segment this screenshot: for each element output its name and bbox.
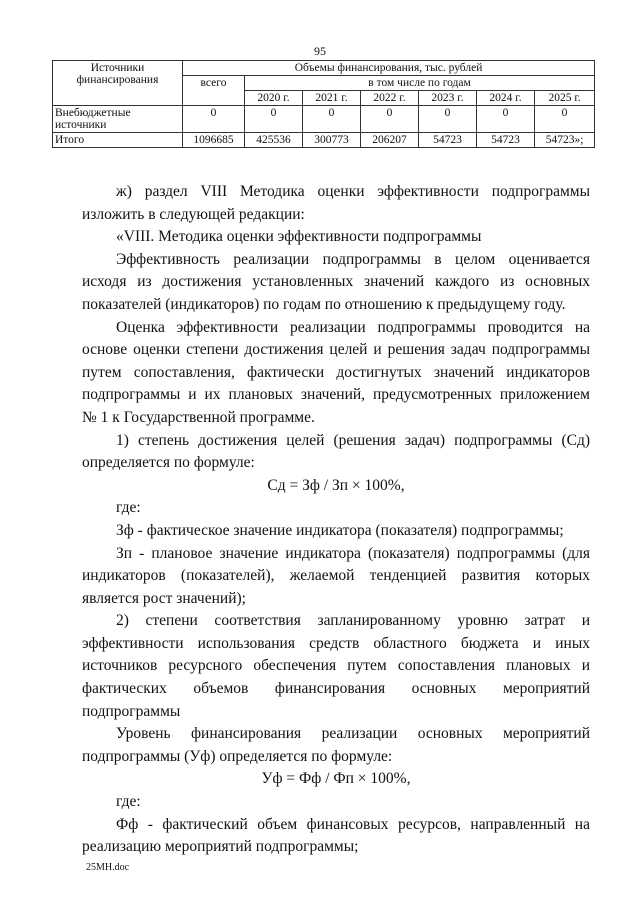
cell-value: 0 [477, 106, 535, 133]
cell-value: 300773 [303, 133, 361, 148]
year-header: 2024 г. [477, 91, 535, 106]
body-line: Фф - фактический объем финансовых ресурсов, направленный на [116, 815, 590, 833]
body-line: Оценка эффективности реализации подпрограммы проводится на [116, 318, 590, 336]
body-line: Уровень финансирования реализации основных мероприятий [116, 725, 590, 743]
body-line: является рост значений); [82, 589, 246, 607]
body-line: ж) раздел VIII Методика оценки эффективности подпрограммы [116, 183, 590, 200]
row-label: Итого [53, 133, 183, 148]
body-line: основе оценки степени достижения целей и решения задач подпрограммы [82, 341, 590, 359]
body-line: 2) степени соответствия запланированному уровню затрат и [116, 612, 590, 630]
cell-value: 0 [535, 106, 595, 133]
body-line: фактических объемов финансирования основных мероприятий [82, 680, 590, 698]
body-line: подпрограммы и их плановых значений, предусмотренных приложением [82, 386, 590, 404]
body-line: где: [116, 793, 141, 811]
body-line: Зф - фактическое значение индикатора (показателя) подпрограммы; [116, 521, 564, 539]
body-line: 1) степень достижения целей (решения задач) подпрограммы (Сд) [116, 431, 590, 449]
body-line: реализацию мероприятий подпрограммы; [82, 838, 359, 856]
year-header: 2020 г. [245, 91, 303, 106]
row-label: Внебюджетные источники [53, 106, 183, 133]
year-header: 2022 г. [361, 91, 419, 106]
formula: Уф = Фф / Фп × 100%, [261, 770, 411, 788]
body-line: путем сопоставления, фактически достигнутых значений индикаторов [82, 363, 590, 381]
funding-table [52, 60, 595, 148]
cell-total: 1096685 [183, 133, 245, 148]
year-header: 2025 г. [535, 91, 595, 106]
cell-total: 0 [183, 106, 245, 133]
body-line: источников ресурсного обеспечения путем сопоставления плановых и [82, 657, 590, 675]
year-header: 2021 г. [303, 91, 361, 106]
document-body [82, 181, 590, 859]
table-row [53, 106, 595, 133]
page-number: 95 [314, 44, 326, 58]
cell-value: 54723 [419, 133, 477, 148]
body-line: подпрограммы (Уф) определяется по формуле: [82, 747, 393, 765]
header-by-years: в том числе по годам [245, 76, 595, 91]
body-line: определяется по формуле: [82, 454, 255, 472]
cell-value: 0 [419, 106, 477, 133]
header-funding: Объемы финансирования, тыс. рублей [183, 61, 595, 76]
cell-value: 206207 [361, 133, 419, 148]
cell-value: 54723 [477, 133, 535, 148]
year-header: 2023 г. [419, 91, 477, 106]
body-line: исходя из достижения установленных значений каждого из основных [82, 273, 590, 291]
cell-value: 425536 [245, 133, 303, 148]
body-line: показателей (индикаторов) по годам по отношению к предыдущему году. [82, 295, 566, 313]
body-line: № 1 к Государственной программе. [82, 408, 315, 426]
header-sources: Источники финансирования [53, 61, 183, 106]
cell-value: 54723»; [535, 133, 595, 148]
body-line: индикаторов (показателей), желаемой тенденцией развития которых [82, 567, 590, 585]
formula: Сд = Зф / Зп × 100%, [267, 476, 405, 494]
body-line: эффективности использования средств областного бюджета и иных [82, 634, 590, 652]
body-line: подпрограммы [82, 702, 181, 720]
section-heading: «VIII. Методика оценки эффективности подпрограммы [116, 228, 482, 246]
body-line: изложить в следующей редакции: [82, 205, 305, 223]
body-line: Зп - плановое значение индикатора (показателя) подпрограммы (для [116, 544, 590, 562]
table-row [53, 133, 595, 148]
file-name-footer: 25МН.doc [86, 862, 130, 873]
body-line: где: [116, 499, 141, 517]
header-total: всего [183, 76, 245, 106]
cell-value: 0 [303, 106, 361, 133]
cell-value: 0 [245, 106, 303, 133]
cell-value: 0 [361, 106, 419, 133]
body-line: Эффективность реализации подпрограммы в целом оценивается [116, 250, 590, 268]
